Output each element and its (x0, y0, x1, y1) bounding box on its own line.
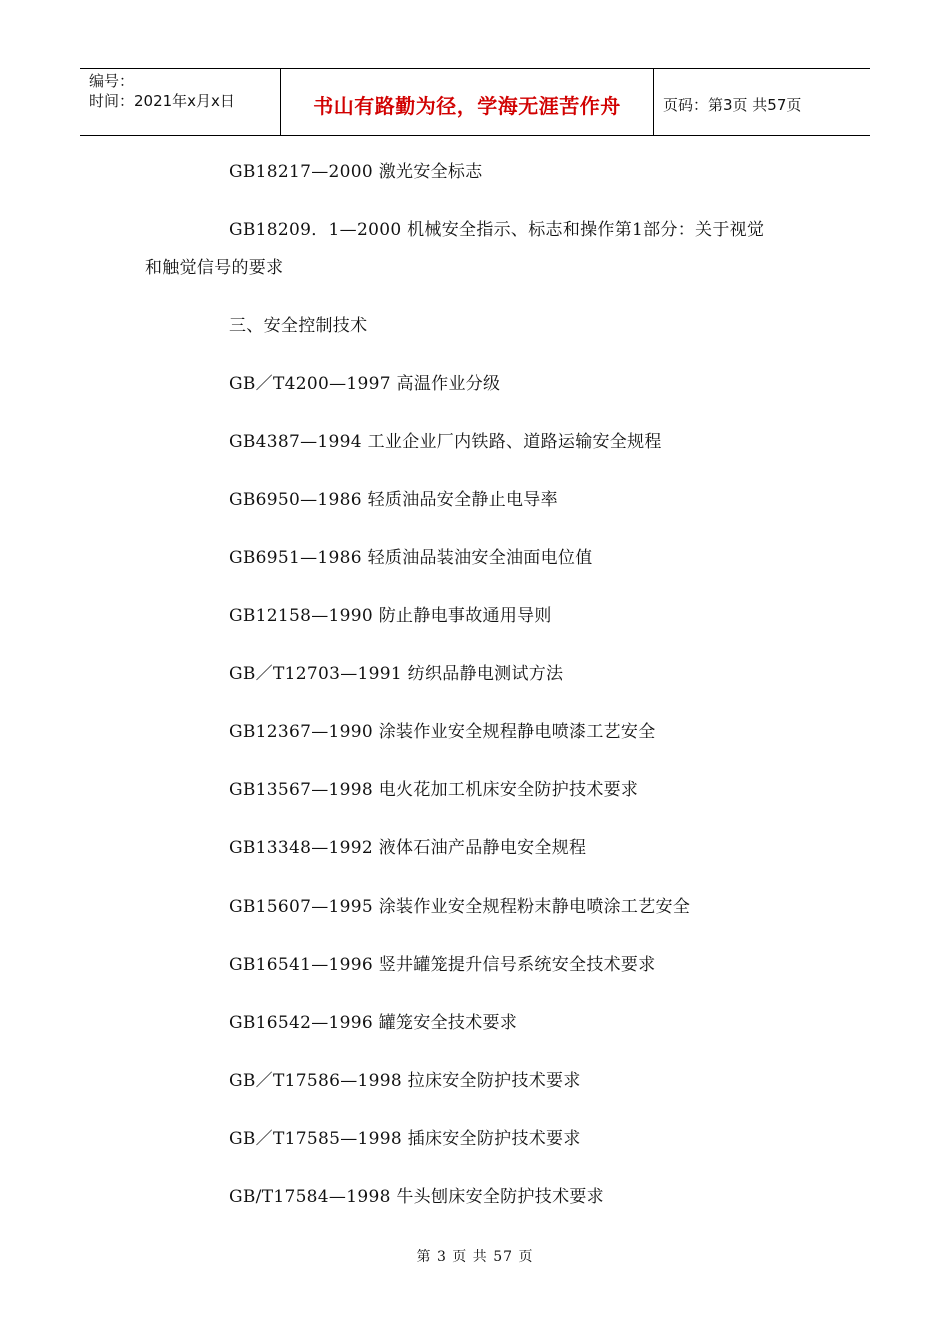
body-line: GB/T17584—1998 牛头刨床安全防护技术要求 (229, 1187, 604, 1207)
section-heading: 三、安全控制技术 (229, 316, 368, 336)
body-line: GB18217—2000 激光安全标志 (229, 162, 483, 182)
body-line: GB／T17585—1998 插床安全防护技术要求 (229, 1129, 581, 1149)
header-page-info-cell (654, 69, 870, 135)
body-line: GB15607—1995 涂装作业安全规程粉末静电喷涂工艺安全 (229, 897, 691, 917)
body-line: GB／T12703—1991 纺织品静电测试方法 (229, 664, 564, 684)
body-line: GB4387—1994 工业企业厂内铁路、道路运输安全规程 (229, 432, 662, 452)
body-line: GB13348—1992 液体石油产品静电安全规程 (229, 838, 587, 858)
document-date-label: 时间：2021年x月x日 (89, 92, 235, 110)
body-line: GB／T4200—1997 高温作业分级 (229, 374, 501, 394)
body-line: GB12158—1990 防止静电事故通用导则 (229, 606, 552, 626)
body-line: GB16542—1996 罐笼安全技术要求 (229, 1013, 518, 1033)
header-page-info: 页码：第3页 共57页 (663, 95, 802, 114)
body-line: GB12367—1990 涂装作业安全规程静电喷漆工艺安全 (229, 722, 656, 742)
body-line: GB13567—1998 电火花加工机床安全防护技术要求 (229, 780, 639, 800)
header-meta (80, 69, 281, 135)
body-line: GB6951—1986 轻质油品装油安全油面电位值 (229, 548, 593, 568)
page-footer: 第 3 页 共 57 页 (416, 1249, 534, 1265)
body-line: GB16541—1996 竖井罐笼提升信号系统安全技术要求 (229, 955, 656, 975)
body-line: GB／T17586—1998 拉床安全防护技术要求 (229, 1071, 581, 1091)
document-number-label: 编号： (89, 72, 135, 90)
page-header (80, 68, 870, 136)
body-line: 和触觉信号的要求 (145, 258, 284, 278)
body-line: GB6950—1986 轻质油品安全静止电导率 (229, 490, 558, 510)
body-line: GB18209．1—2000 机械安全指示、标志和操作第1部分：关于视觉 (229, 220, 765, 240)
header-motto: 书山有路勤为径，学海无涯苦作舟 (313, 93, 621, 118)
header-motto-cell (281, 69, 654, 135)
